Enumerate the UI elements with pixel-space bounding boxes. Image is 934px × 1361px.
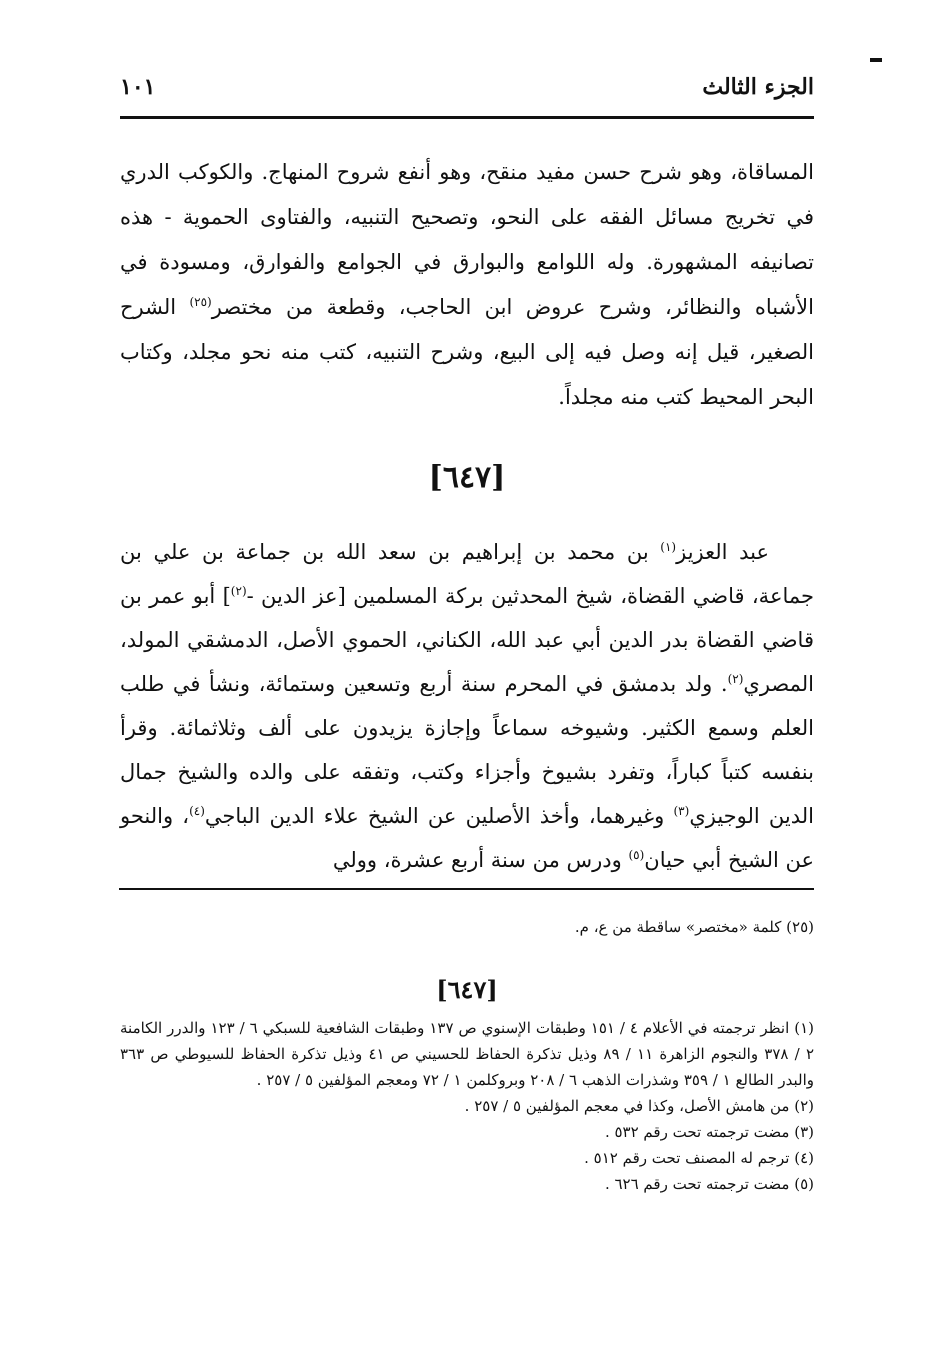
footnote-marker: (٥): [628, 848, 645, 862]
footnote-marker: (٢٥): [189, 295, 212, 309]
footnote-item: (٣) مضت ترجمته تحت رقم ٥٣٢ .: [604, 1123, 814, 1141]
footnote-marker: (٣): [673, 804, 690, 818]
footnote-item: (٥) مضت ترجمته تحت رقم ٦٢٦ .: [604, 1175, 814, 1193]
corner-mark: [870, 58, 882, 62]
bio-text: ] أبو عمر بن قاضي القضاة بدر الدين أبي عبد الله، الكناني، الحموي الأصل، الدمشقي المولد، المصري: [120, 584, 814, 696]
bio-text: ، والنحو عن الشيخ أبي حيان: [120, 804, 814, 872]
bio-text: ودرس من سنة أربع عشرة، وولي: [332, 848, 629, 872]
footnote-item: (٤) ترجم له المصنف تحت رقم ٥١٢ .: [584, 1149, 814, 1167]
footnote-rule: [119, 888, 814, 890]
header-rule: [120, 116, 814, 119]
footnote-marker: (٢): [727, 672, 744, 686]
footnote-marker: (٢): [230, 584, 247, 598]
top-text-before-note: المساقاة، وهو شرح حسن مفيد منقح، وهو أنفع شروح المنهاج. والكوكب الدري في تخريج مسائل الفقه على النحو، وتصحيح التنبيه، والفتاوى الحموية - هذه تصانيفه المشهورة. وله اللوامع والبوارق في الجوامع والفوارق، ومسودة في الأشباه والنظائر، وشرح عروض ابن الحاجب، وقطعة من مختصر: [120, 160, 814, 319]
page-number: ١٠١: [120, 74, 156, 100]
entry-number: [٦٤٧]: [428, 460, 506, 495]
footnote-25: (٢٥) كلمة «مختصر» ساقطة من ع، م.: [574, 918, 814, 936]
footnote-marker: (١): [660, 540, 677, 554]
bio-text: عبد العزيز: [676, 540, 769, 564]
top-paragraph: [120, 150, 814, 420]
biography-paragraph: [120, 530, 814, 882]
footnote-item: (١) انظر ترجمته في الأعلام ٤ / ١٥١ وطبقات الإسنوي ص ١٣٧ وطبقات الشافعية للسبكي ٦ / ١٢٣ والدرر الكامنة ٢ / ٣٧٨ والنجوم الزاهرة ١١ / ٨٩ وذيل تذكرة الحفاظ للحسيني ص ٤١ وذيل تذكرة الحفاظ للسيوطي ص ٣٦٣ والبدر الطالع ١ / ٣٥٩ وشذرات الذهب ٦ / ٢٠٨ وبروكلمن ١ / ٧٢ ومعجم المؤلفين ٥ / ٢٥٧ .: [120, 1019, 815, 1089]
page-header: [120, 70, 814, 104]
footnotes-list: [120, 1015, 814, 1197]
footnote-marker: (٤): [189, 804, 205, 818]
top-text-after-note: الشرح الصغير، قيل إنه وصل فيه إلى البيع، وشرح التنبيه، كتب منه نحو مجلد، وكتاب البحر المحيط كتب منه مجلداً.: [120, 295, 814, 409]
part-title: الجزء الثالث: [702, 74, 814, 100]
book-page: [120, 0, 814, 1361]
bio-text: . ولد بدمشق في المحرم سنة أربع وتسعين وستمائة، ونشأ في طلب العلم وسمع الكثير. وشيوخه سماعاً وإجازة يزيدون على ألف وثلاثمائة. وقرأ بنفسه كتباً كباراً، وتفرد بشيوخ وأجزاء وكتب، وتفقه على والده والشيخ جمال الدين الوجيزي: [120, 672, 814, 828]
bio-text: بن محمد بن إبراهيم بن سعد الله بن جماعة بن علي بن جماعة، قاضي القضاة، شيخ المحدثين بركة المسلمين [عز الدين -: [120, 540, 814, 608]
footnotes-entry-number: [٦٤٧]: [436, 975, 498, 1004]
footnote-item: (٢) من هامش الأصل، وكذا في معجم المؤلفين ٥ / ٢٥٧ .: [464, 1097, 814, 1115]
bio-text: وغيرهما، وأخذ الأصلين عن الشيخ علاء الدين الباجي: [204, 804, 674, 828]
